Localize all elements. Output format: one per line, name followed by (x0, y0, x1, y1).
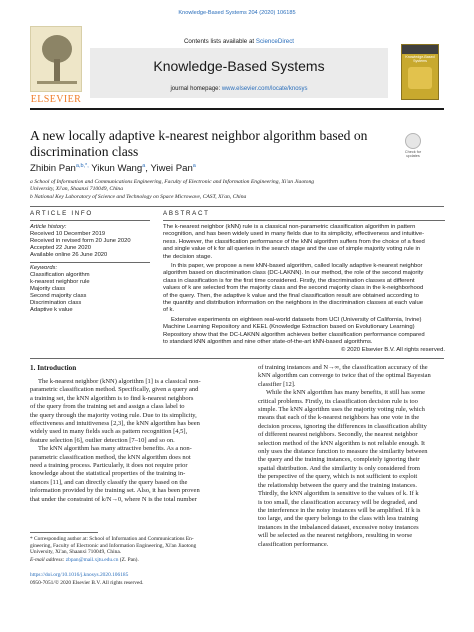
title-line-2: discrimination class (30, 144, 139, 159)
body-left-column (30, 378, 230, 504)
history-revised: Received in revised form 20 June 2020 (30, 238, 131, 244)
abstract-bottom-rule (30, 358, 444, 359)
author-name[interactable]: Yikun Wang (91, 163, 143, 175)
introduction-heading: 1. Introduction (30, 364, 77, 372)
keywords-rule (30, 262, 150, 263)
sciencedirect-link[interactable]: ScienceDirect (255, 38, 295, 45)
homepage-link[interactable]: www.elsevier.com/locate/knosys (221, 86, 308, 92)
elsevier-wordmark: ELSEVIER (30, 94, 82, 105)
body-line: The k-nearest neighbor (kNN) algorithm [1] is a classical non- (38, 378, 201, 385)
body-line: Thirdly, the kNN algorithm is sensitive to the values of k. If k (258, 490, 419, 498)
journal-title: Knowledge-Based Systems (153, 58, 325, 74)
body-line: selection method of the kNN algorithm is not reliable enough. It (258, 439, 425, 447)
author-affil-marker: a (142, 163, 146, 169)
affiliation-b: b National Key Laboratory of Science and Technology on Space Microwave, CAST, Xi'an, China (30, 194, 247, 200)
body-line: the perspective of the query, which is not sufficient to exploit (258, 473, 418, 481)
body-line: classifier [12]. (258, 380, 296, 388)
body-line: of training instances and N→∞, the classification accuracy of the (258, 364, 428, 371)
author-affil-marker: a,b,*, (75, 163, 89, 169)
keyword-item: Second majority class (30, 293, 87, 299)
body-line: knowledge about the statistical properties of the training in- (30, 470, 186, 478)
keyword-item: Classification algorithm (30, 272, 90, 278)
email-note: E-mail address: zbpan@mail.xjtu.edu.cn (Z. Pan). (30, 557, 139, 563)
body-line: information provided by the training set. Also, it has been proven (30, 487, 200, 495)
body-line: effectiveness and intuitiveness [2,3], the kNN algorithm has been (30, 420, 200, 428)
elsevier-logo (30, 26, 82, 106)
elsevier-tree-icon (30, 26, 82, 92)
body-line: classification performance. (258, 540, 329, 548)
body-line: the query and the training instances, completely ignoring their (258, 456, 420, 464)
abstract-copyright: © 2020 Elsevier B.V. All rights reserved. (341, 347, 445, 353)
keywords-heading: Keywords: (30, 265, 58, 271)
body-line: is too small, the classification accuracy will be degraded, and (258, 498, 418, 506)
body-line: the relationship between the query and the training instances. (258, 481, 418, 489)
article-title (30, 128, 380, 160)
author-name[interactable]: Zhibin Pan (30, 163, 76, 175)
affiliation-rule (30, 206, 444, 207)
body-line: instances in the imbalanced dataset, excessive noisy instances (258, 523, 419, 531)
body-line: spatial distribution. And the similarity is only considered from (258, 464, 420, 472)
body-line: widely used in many fields such as pattern recognition [4,5], (30, 428, 188, 436)
body-line: too large, and the query belongs to the class with less training (258, 515, 419, 523)
doi-link[interactable]: https://doi.org/10.1016/j.knosys.2020.106185 (30, 572, 129, 578)
crossmark-label: Check for updates (404, 150, 422, 158)
body-line: will be selected as the nearest neighbors, resulting in worse (258, 532, 413, 540)
journal-cover-title: Knowledge-Based Systems (405, 55, 435, 63)
abstract-paragraph-3: Extensive experiments on eighteen real-world datasets from UCI (University of California, Irvine) Machine Learning Repository and KEEL (Knowledge Extraction based on Evolutionary Learning) Repository show that the DC-LAKNN algorithm achieves better classification performance compared to standard kNN algorithm and nine other state-of-the-art kNN-based algorithms. (163, 317, 425, 346)
history-accepted: Accepted 22 June 2020 (30, 245, 91, 251)
body-line: kNN algorithm can converge to twice that of the optimal Bayesian (258, 372, 431, 380)
body-line: of the query from the training set and assign a class label to (30, 403, 185, 411)
body-line: The kNN algorithm has many attractive benefits. As a non- (38, 445, 192, 453)
body-line: decision process, ignoring the differences in classification ability (258, 422, 427, 430)
abstract-rule (163, 220, 445, 221)
header-rule (30, 108, 444, 110)
history-online: Available online 26 June 2020 (30, 252, 108, 258)
article-info-rule (30, 220, 150, 221)
abstract-paragraph-1: The k-nearest neighbor (kNN) rule is a classical non-parametric classification algorithm in pattern recognition, and has been widely used in many fields due to its simplicity, effectiveness and intuitive- ness. However, the classification performance of the kNN algorithm suffers from the choice of a fixed and single value of k for all queries in the search stage and the use of simple majority voting rule in the decision stage. (163, 224, 425, 260)
body-line: simple. The kNN algorithm uses the majority voting rule, which (258, 406, 425, 414)
history-received: Received 10 December 2019 (30, 231, 106, 237)
article-info-heading: ARTICLE INFO (30, 210, 93, 217)
body-line: While the kNN algorithm has many benefits, it still has some (266, 389, 426, 397)
body-line: that under the constraint of k/N→0, where N is the total number (30, 495, 197, 503)
body-right-column (258, 364, 458, 549)
body-line: feature selection [6], outlier detection [7–10] and so on. (30, 436, 175, 444)
author-list: Zhibin Pan$^{a,b,*,}$ Yikun Wang$^a$, Yiwei Pan$^a$ (30, 163, 196, 175)
keyword-item: Discrimination class (30, 300, 82, 306)
body-line: of different nearest neighbors. Secondly, the nearest neighbor (258, 431, 418, 439)
journal-cover (401, 44, 439, 100)
keyword-item: Adaptive k value (30, 307, 73, 313)
title-line-1: A new locally adaptive k-nearest neighbor algorithm based on (30, 128, 368, 143)
running-head[interactable]: Knowledge-Based Systems 204 (2020) 106185 (178, 10, 296, 16)
body-line: parametric classification method, the kNN algorithm does not (30, 453, 191, 461)
issn-line: 0950-7051/© 2020 Elsevier B.V. All rights reserved. (30, 580, 144, 586)
body-line: need a training process. Particularly, it does not require prior (30, 462, 188, 470)
keyword-item: Majority class (30, 286, 66, 292)
body-line: means that each of the k-nearest neighbors has one vote in the (258, 414, 420, 422)
check-for-updates-badge[interactable] (402, 133, 424, 159)
body-line: the interference in the noisy instances will be amplified. If k is (258, 506, 421, 514)
body-line: only uses the distance function to measure the similarity between (258, 448, 428, 456)
author-name[interactable]: Yiwei Pan (150, 163, 193, 175)
body-line: stances [11], and can directly classify the query based on the (30, 478, 188, 486)
crossmark-icon (405, 133, 421, 149)
history-heading: Article history: (30, 224, 67, 230)
abstract-paragraph-2: In this paper, we propose a new kNN-based algorithm, called locally adaptive k-nearest neighbor algorithm based on discrimination class (DC-LAKNN). In our method, the role of the second majority class in classification is for the first time considered. Firstly, the discrimination classes at different values of k are selected from the majority class and the second majority class in the k-neighborhood of the query. Then, the adaptive k value and the final classification result are obtained according to the quantity and distribution information on the neighbors in the discrimination classes at each value of k. (163, 263, 424, 314)
abstract-heading: ABSTRACT (163, 210, 210, 217)
journal-homepage: journal homepage: www.elsevier.com/locate/knosys (170, 86, 308, 92)
email-link[interactable]: zbpan@mail.xjtu.edu.cn (65, 557, 119, 563)
keyword-item: k-nearest neighbor rule (30, 279, 90, 285)
body-line: critical problems. Firstly, its classification decision rule is too (258, 397, 418, 405)
contents-line: Contents lists available at ScienceDirect (183, 38, 295, 45)
footnote-rule (30, 532, 98, 533)
affiliation-a-line-2: University, Xi'an, Shaanxi 710049, China (30, 186, 124, 192)
author-affil-marker: a (192, 163, 196, 169)
corresponding-author-note: * Corresponding author at: School of Information and Communications En- gineering, Faculty of Electronic and Information Engineering, Xi'an Jiaotong University, Xi'an, Shaanxi 710049, China. (30, 536, 197, 556)
body-line: parametric classification method. Specifically, given a query and (30, 386, 199, 394)
affiliation-a-line-1: a School of Information and Communications Engineering, Faculty of Electronic and Information Engineering, Xi'an Jiaotong (30, 179, 315, 185)
body-line: a training set, the kNN algorithm is to find k-nearest neighbors (30, 394, 194, 402)
body-line: the query through the majority voting rule. Due to its simplicity, (30, 411, 197, 419)
